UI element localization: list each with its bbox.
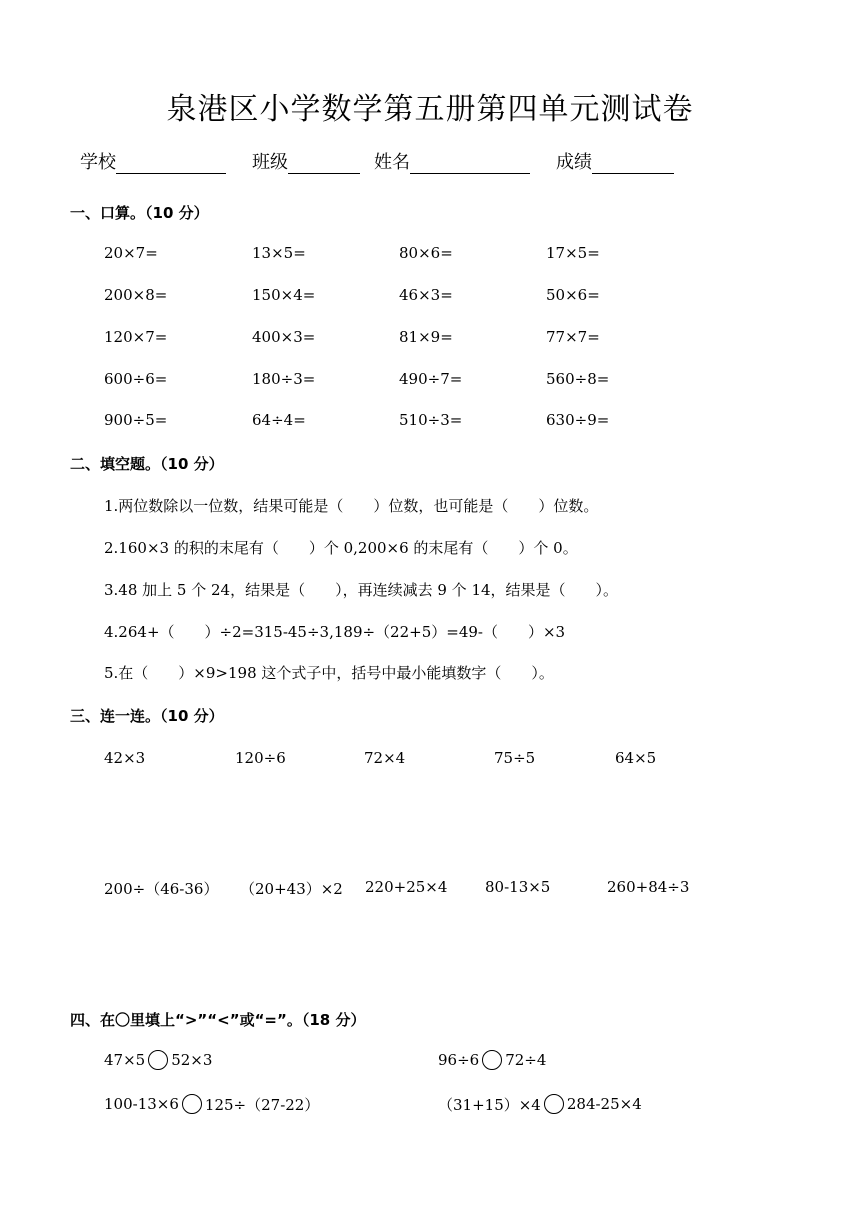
compare-left: 100-13×6 xyxy=(104,1095,179,1113)
match-expression[interactable]: 80-13×5 xyxy=(485,878,551,896)
page-title: 泉港区小学数学第五册第四单元测试卷 xyxy=(166,92,694,127)
calc-item: 600÷6= xyxy=(104,370,168,388)
calc-item: 150×4= xyxy=(252,286,316,304)
match-expression[interactable]: 64×5 xyxy=(615,749,657,767)
answer-circle-icon[interactable] xyxy=(544,1094,564,1114)
name-field[interactable] xyxy=(374,148,530,174)
score-label: 成绩 xyxy=(556,152,592,173)
class-field[interactable] xyxy=(252,148,360,174)
answer-circle-icon[interactable] xyxy=(182,1094,202,1114)
fill-question-1: 1.两位数除以一位数，结果可能是（ ）位数，也可能是（ ）位数。 xyxy=(104,497,599,515)
fill-question-5: 5.在（ ）×9>198 这个式子中，括号中最小能填数字（ ）。 xyxy=(104,664,554,682)
calc-item: 400×3= xyxy=(252,328,316,346)
compare-item xyxy=(104,1090,319,1118)
calc-item: 560÷8= xyxy=(546,370,610,388)
section3-title: 三、连一连。（10 分） xyxy=(70,707,224,725)
match-expression[interactable]: 200÷（46-36） xyxy=(104,880,219,898)
compare-left: 96÷6 xyxy=(438,1051,480,1069)
section2-title: 二、填空题。（10 分） xyxy=(70,455,224,473)
section4-title: 四、在〇里填上“>”“<”或“=”。（18 分） xyxy=(70,1011,366,1029)
fill-question-3: 3.48 加上 5 个 24，结果是（ ），再连续减去 9 个 14，结果是（ ）。 xyxy=(104,581,619,599)
calc-item: 200×8= xyxy=(104,286,168,304)
calc-item: 77×7= xyxy=(546,328,600,346)
calc-item: 510÷3= xyxy=(399,411,463,429)
fill-question-4: 4.264+（ ）÷2=315-45÷3,189÷（22+5）=49-（ ）×3 xyxy=(104,623,566,641)
calc-item: 630÷9= xyxy=(546,411,610,429)
compare-right: 284-25×4 xyxy=(566,1095,642,1113)
section1-title: 一、口算。（10 分） xyxy=(70,204,209,222)
school-field[interactable] xyxy=(80,148,226,174)
compare-left: （31+15）×4 xyxy=(438,1095,541,1114)
calc-item: 120×7= xyxy=(104,328,168,346)
compare-left: 47×5 xyxy=(104,1051,146,1069)
compare-item xyxy=(438,1090,642,1118)
match-expression[interactable]: 75÷5 xyxy=(494,749,536,767)
calc-item: 13×5= xyxy=(252,244,306,262)
calc-item: 80×6= xyxy=(399,244,453,262)
compare-right: 125÷（27-22） xyxy=(204,1095,320,1114)
compare-right: 72÷4 xyxy=(505,1051,547,1069)
match-expression[interactable]: 260+84÷3 xyxy=(607,878,690,896)
calc-item: 180÷3= xyxy=(252,370,316,388)
match-expression[interactable]: 72×4 xyxy=(364,749,406,767)
answer-circle-icon[interactable] xyxy=(482,1050,502,1070)
calc-item: 490÷7= xyxy=(399,370,463,388)
calc-item: 20×7= xyxy=(104,244,158,262)
class-label: 班级 xyxy=(252,152,288,173)
match-expression[interactable]: （20+43）×2 xyxy=(240,880,343,898)
match-expression[interactable]: 220+25×4 xyxy=(365,878,448,896)
calc-item: 17×5= xyxy=(546,244,600,262)
school-label: 学校 xyxy=(80,152,116,173)
calc-item: 81×9= xyxy=(399,328,453,346)
compare-item xyxy=(438,1046,546,1074)
score-field[interactable] xyxy=(556,148,674,174)
calc-item: 900÷5= xyxy=(104,411,168,429)
compare-item xyxy=(104,1046,212,1074)
answer-circle-icon[interactable] xyxy=(148,1050,168,1070)
fill-question-2: 2.160×3 的积的末尾有（ ）个 0,200×6 的末尾有（ ）个 0。 xyxy=(104,539,578,557)
match-expression[interactable]: 120÷6 xyxy=(235,749,286,767)
calc-item: 50×6= xyxy=(546,286,600,304)
match-expression[interactable]: 42×3 xyxy=(104,749,146,767)
calc-item: 64÷4= xyxy=(252,411,306,429)
name-label: 姓名 xyxy=(374,152,410,173)
compare-right: 52×3 xyxy=(171,1051,213,1069)
calc-item: 46×3= xyxy=(399,286,453,304)
